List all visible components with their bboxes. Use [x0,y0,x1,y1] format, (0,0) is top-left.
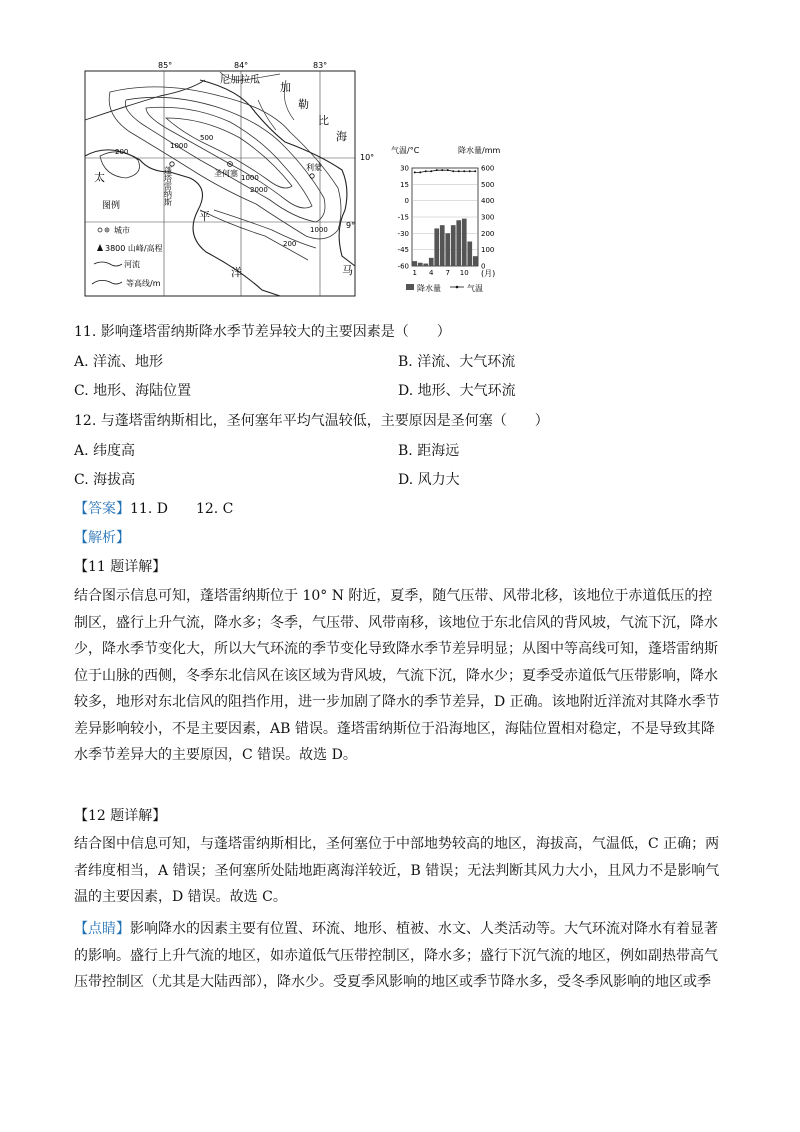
temp-point [414,171,416,173]
label-puntarenas: 蓬塔雷纳斯 [163,166,173,206]
q11-option-d[interactable]: D. 地形、大气环流 [398,383,516,399]
detail-12-text: 结合图中信息可知，与蓬塔雷纳斯相比，圣何塞位于中部地势较高的地区，海拔高，气温低，C 正确；两者纬度相当，A 错误；圣何塞所处陆地距离海洋较近，B 错误；无法判断其风力大小，且风力不是影响气温的主要因素，D 错误。故选 C。 [74,836,720,905]
precip-bar [434,228,439,266]
temp-point [469,170,471,172]
precip-tick: 300 [481,213,495,222]
label-pacific: 太 [94,171,105,184]
contour-label: 1000 [241,174,259,182]
temp-tick: -30 [397,229,409,238]
temp-tick: -45 [397,246,409,255]
temp-point [447,169,449,171]
capital-dot [229,163,231,165]
legend-river: 河流 [124,260,140,269]
precip-tick: 400 [481,197,495,206]
lon-label-85: 85° [158,61,173,70]
contour-label: 200 [283,240,297,248]
precip-tick: 500 [481,180,495,189]
temp-tick: 15 [400,180,409,189]
contour-label: 1000 [310,226,328,234]
precip-tick-labels [481,165,494,271]
temp-point [474,170,476,172]
label-caribbean: 比 [318,114,329,127]
precip-tick: 600 [481,164,495,173]
contour-label: 2000 [250,186,268,194]
temp-point [436,169,438,171]
lon-label-84: 84° [234,61,249,70]
label-caribbean: 海 [336,130,347,143]
lat-label-10: 10° [360,153,375,162]
precip-bar [429,258,434,266]
temp-tick: 0 [404,197,409,206]
temp-point [430,170,432,172]
legend-temp: 气温 [467,284,483,293]
precip-bar [462,219,467,266]
precip-axis-label: 降水量/mm [458,146,501,155]
contour-label: 200 [115,148,129,156]
temp-axis-label: 气温/°C [391,146,420,155]
label-pacific: 平 [199,210,210,223]
label-sanjose: 圣何塞 [214,169,238,178]
question-11-stem: 11. 影响蓬塔雷纳斯降水季节差异较大的主要因素是（ ） [74,324,451,340]
legend-contour: 等高线/m [126,279,161,288]
q12-option-a[interactable]: A. 纬度高 [74,443,136,459]
month-tick: 7 [445,269,450,277]
label-nicaragua: 尼加拉瓜 [220,75,260,86]
q12-option-b[interactable]: B. 距海远 [398,443,460,459]
precip-bar [412,261,417,266]
legend-peak: 3800 山峰/高程 [105,244,163,253]
precip-bar [423,264,428,266]
q11-option-c[interactable]: C. 地形、海陆位置 [74,383,192,399]
precip-bar [467,242,472,267]
legend-title: 图例 [102,201,121,211]
analysis-tag: 【解析】 [74,530,130,546]
precip-tick: 0 [481,262,486,271]
temp-point [419,171,421,173]
comment-paragraph [74,916,724,996]
precip-bar [418,263,423,266]
month-tick-labels [413,269,469,277]
q11-option-a[interactable]: A. 洋流、地形 [74,354,164,370]
temp-legend-dot [456,286,459,289]
contour-label: 500 [200,134,214,142]
month-tick: 10 [459,269,469,277]
costa-rica-map [80,60,375,302]
detail-11-title: 【11 题详解】 [74,559,167,575]
temp-point [441,169,443,171]
answer-line [74,499,233,519]
temp-tick: -60 [397,262,409,271]
month-tick: 4 [429,269,434,277]
precip-tick: 200 [481,229,495,238]
legend-precip: 降水量 [417,284,441,293]
q11-option-b[interactable]: B. 洋流、大气环流 [398,354,516,370]
comment-tag: 【点睛】 [74,921,130,937]
precip-bar [456,220,461,266]
question-12-stem: 12. 与蓬塔雷纳斯相比，圣何塞年平均气温较低，主要原因是圣何塞（ ） [74,413,549,429]
answer-tag: 【答案】 [74,501,130,517]
lat-label-9: 9° [346,221,356,230]
label-pacific: 洋 [231,266,242,279]
detail-11-text: 结合图示信息可知，蓬塔雷纳斯位于 10° N 附近，夏季，随气压带、风带北移，该地位于赤道低压的控制区，盛行上升气流，降水多；冬季，气压带、风带南移，该地位于东北信风的背风坡，气流下沉，降水少，降水季节变化大，所以大气环流的季节变化导致降水季节差异明显；从图中等高线可知，蓬塔雷纳斯位于山脉的西侧，冬季东北信风在该区域为背风坡，气流下沉，降水少；夏季受赤道低气压带影响，降水较多，地形对东北信风的阻挡作用，进一步加剧了降水的季节差异，D 正确。该地附近洋流对其降水季节差异影响较小，不是主要因素，AB 错误。蓬塔雷纳斯位于沿海地区，海陆位置相对稳定，不是导致其降水季节差异大的主要原因，C 错误。故选 D。 [74,588,720,763]
temp-point [463,170,465,172]
precip-bar [445,233,450,266]
label-ma: 马 [342,264,353,277]
temp-tick: 30 [400,164,409,173]
legend-city: 城市 [114,226,130,235]
temp-point [458,170,460,172]
temp-tick: -15 [397,213,409,222]
temp-point [452,170,454,172]
label-limon: 利蒙 [306,163,322,172]
precip-bar [473,256,478,266]
comment-text: 影响降水的因素主要有位置、环流、地形、植被、水文、人类活动等。大气环流对降水有着显著的影响。盛行上升气流的地区，如赤道低气压带控制区，降水多；盛行下沉气流的地区，例如副热带高气压带控制区（尤其是大陆西部），降水少。受夏季风影响的地区或季节降水多，受冬季风影响的地区或季 [74,921,718,990]
climate-chart [388,143,528,301]
month-unit: (月) [481,269,496,278]
answer-text: 11. D 12. C [130,501,234,517]
q12-option-d[interactable]: D. 风力大 [398,472,460,488]
month-tick: 1 [412,269,417,277]
lon-label-83: 83° [313,61,328,70]
temp-tick-labels [398,165,409,271]
precip-bar [440,225,445,266]
detail-12-title: 【12 题详解】 [74,808,167,824]
q12-option-c[interactable]: C. 海拔高 [74,472,136,488]
temp-point [425,170,427,172]
precip-tick: 100 [481,246,495,255]
precip-legend-swatch [406,284,414,290]
contour-label: 1000 [170,142,188,150]
label-caribbean: 勒 [298,98,309,111]
label-caribbean: 加 [280,81,291,94]
capital-icon-dot [106,229,108,231]
precip-bar [451,225,456,266]
